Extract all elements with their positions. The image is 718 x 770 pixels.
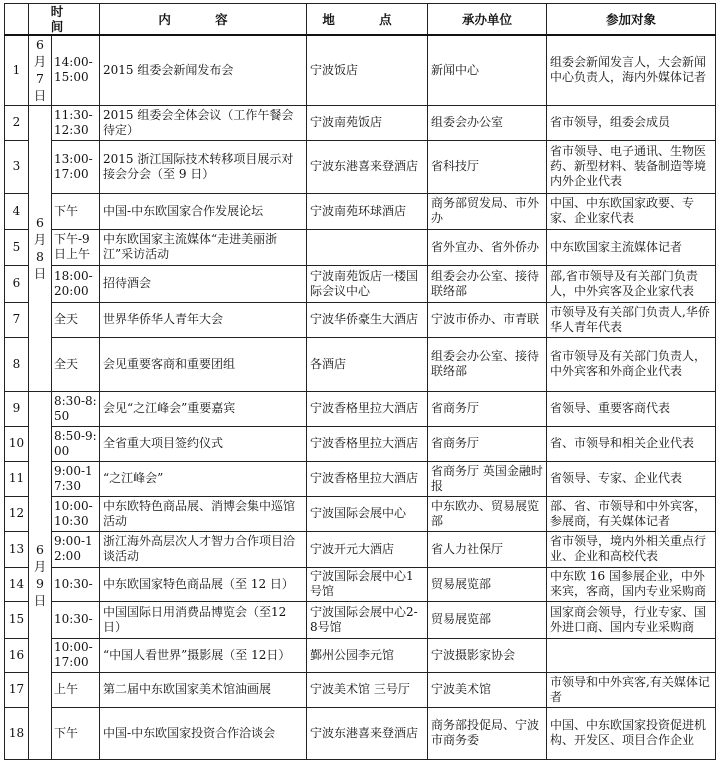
- row-number: 11: [5, 461, 29, 496]
- attendees-cell: 省市领导、电子通讯、生物医药、新型材料、装备制造等境内外企业代表: [547, 140, 716, 193]
- content-cell: 中东欧国家特色商品展（至 12 日）: [100, 567, 307, 601]
- content-cell: 浙江海外高层次人才智力合作项目洽谈活动: [100, 531, 307, 567]
- content-cell: 招待酒会: [100, 265, 307, 302]
- table-row: [5, 426, 716, 461]
- table-row: [5, 531, 716, 567]
- place-cell: 宁波南苑饭店一楼国际会议中心: [307, 265, 428, 302]
- day-group-cell: 6月8日: [29, 105, 52, 391]
- content-cell: 会见重要客商和重要团组: [100, 337, 307, 391]
- attendees-cell: 省、市领导和相关企业代表: [547, 426, 716, 461]
- row-number: 8: [5, 337, 29, 391]
- day-group-cell: 6月7日: [29, 35, 52, 105]
- header-no: [5, 4, 29, 36]
- attendees-cell: 市领导及有关部门负责人,华侨华人青年代表: [547, 302, 716, 337]
- content-cell: 2015 组委会新闻发布会: [100, 35, 307, 105]
- header-content: 内 容: [100, 4, 307, 36]
- organizer-cell: 商务部投促局、宁波市商务委: [428, 707, 547, 759]
- row-number: 18: [5, 707, 29, 759]
- attendees-cell: 省市领导，组委会成员: [547, 105, 716, 140]
- row-number: 13: [5, 531, 29, 567]
- table-row: [5, 105, 716, 140]
- table-row: [5, 35, 716, 105]
- organizer-cell: 宁波市侨办、市青联: [428, 302, 547, 337]
- header-place: 地 点: [307, 4, 428, 36]
- organizer-cell: 省商务厅: [428, 426, 547, 461]
- row-number: 16: [5, 638, 29, 672]
- content-cell: 2015 组委会全体会议（工作午餐会 待定）: [100, 105, 307, 140]
- attendees-cell: 省领导、专家、企业代表: [547, 461, 716, 496]
- attendees-cell: [547, 638, 716, 672]
- table-row: [5, 229, 716, 265]
- content-cell: 第二届中东欧国家美术馆油画展: [100, 672, 307, 707]
- place-cell: 宁波香格里拉大酒店: [307, 426, 428, 461]
- header-organizer: 承办单位: [428, 4, 547, 36]
- row-number: 3: [5, 140, 29, 193]
- schedule-table: [4, 3, 716, 760]
- content-cell: 中国国际日用消费品博览会（至12日）: [100, 601, 307, 638]
- time-cell: 10:00-10:30: [52, 496, 100, 531]
- table-row: [5, 140, 716, 193]
- place-cell: [307, 229, 428, 265]
- time-cell: 14:00-15:00: [52, 35, 100, 105]
- place-cell: 宁波东港喜来登酒店: [307, 140, 428, 193]
- content-cell: 全省重大项目签约仪式: [100, 426, 307, 461]
- header-time: 时 间: [29, 4, 100, 36]
- table-row: [5, 461, 716, 496]
- row-number: 10: [5, 426, 29, 461]
- table-row: [5, 672, 716, 707]
- time-cell: 13:00-17:00: [52, 140, 100, 193]
- row-number: 5: [5, 229, 29, 265]
- row-number: 7: [5, 302, 29, 337]
- place-cell: 宁波华侨豪生大酒店: [307, 302, 428, 337]
- content-cell: “中国人看世界”摄影展（至 12日）: [100, 638, 307, 672]
- attendees-cell: 部、省、市领导和中外宾客，参展商，有关媒体记者: [547, 496, 716, 531]
- organizer-cell: 贸易展览部: [428, 601, 547, 638]
- place-cell: 鄞州公园李元馆: [307, 638, 428, 672]
- attendees-cell: 省市领导，境内外相关重点行业、企业和高校代表: [547, 531, 716, 567]
- header-attendees: 参加对象: [547, 4, 716, 36]
- content-cell: 中国-中东欧国家合作发展论坛: [100, 193, 307, 229]
- time-cell: 9:00-12:00: [52, 531, 100, 567]
- table-row: [5, 193, 716, 229]
- organizer-cell: 省外宣办、省外侨办: [428, 229, 547, 265]
- row-number: 17: [5, 672, 29, 707]
- place-cell: 宁波南苑饭店: [307, 105, 428, 140]
- place-cell: 各酒店: [307, 337, 428, 391]
- place-cell: 宁波饭店: [307, 35, 428, 105]
- organizer-cell: 贸易展览部: [428, 567, 547, 601]
- table-row: [5, 567, 716, 601]
- content-cell: 中东欧国家主流媒体“走进美丽浙江”采访活动: [100, 229, 307, 265]
- time-cell: 10:30-: [52, 601, 100, 638]
- attendees-cell: 中东欧 16 国参展企业，中外来宾，客商，国内专业采购商: [547, 567, 716, 601]
- row-number: 15: [5, 601, 29, 638]
- place-cell: 宁波国际会展中心: [307, 496, 428, 531]
- time-cell: 9:00-17:30: [52, 461, 100, 496]
- table-row: [5, 302, 716, 337]
- time-cell: 8:50-9:00: [52, 426, 100, 461]
- row-number: 14: [5, 567, 29, 601]
- place-cell: 宁波开元大酒店: [307, 531, 428, 567]
- day-group-cell: 6月9日: [29, 391, 52, 759]
- attendees-cell: 中东欧国家主流媒体记者: [547, 229, 716, 265]
- content-cell: 会见“之江峰会”重要嘉宾: [100, 391, 307, 426]
- organizer-cell: 省人力社保厅: [428, 531, 547, 567]
- organizer-cell: 组委会办公室: [428, 105, 547, 140]
- content-cell: “之江峰会”: [100, 461, 307, 496]
- organizer-cell: 省商务厅 英国金融时报: [428, 461, 547, 496]
- organizer-cell: 省商务厅: [428, 391, 547, 426]
- time-cell: 10:00-17:00: [52, 638, 100, 672]
- attendees-cell: 组委会新闻发言人，大会新闻中心负责人，海内外媒体记者: [547, 35, 716, 105]
- time-cell: 10:30-: [52, 567, 100, 601]
- table-row: [5, 265, 716, 302]
- place-cell: 宁波国际会展中心2-8号馆: [307, 601, 428, 638]
- time-cell: 上午: [52, 672, 100, 707]
- time-cell: 下午-9日上午: [52, 229, 100, 265]
- time-cell: 18:00-20:00: [52, 265, 100, 302]
- place-cell: 宁波东港喜来登酒店: [307, 707, 428, 759]
- attendees-cell: 中国、中东欧国家投资促进机构、开发区、项目合作企业: [547, 707, 716, 759]
- table-row: [5, 496, 716, 531]
- attendees-cell: 市领导和中外宾客,有关媒体记者: [547, 672, 716, 707]
- attendees-cell: 部,省市领导及有关部门负责人，中外宾客及企业家代表: [547, 265, 716, 302]
- row-number: 6: [5, 265, 29, 302]
- organizer-cell: 宁波摄影家协会: [428, 638, 547, 672]
- organizer-cell: 商务部贸发局、市外办: [428, 193, 547, 229]
- place-cell: 宁波香格里拉大酒店: [307, 391, 428, 426]
- organizer-cell: 新闻中心: [428, 35, 547, 105]
- row-number: 4: [5, 193, 29, 229]
- table-row: [5, 601, 716, 638]
- place-cell: 宁波香格里拉大酒店: [307, 461, 428, 496]
- place-cell: 宁波国际会展中心1号馆: [307, 567, 428, 601]
- time-cell: 11:30-12:30: [52, 105, 100, 140]
- place-cell: 宁波南苑环球酒店: [307, 193, 428, 229]
- organizer-cell: 省科技厅: [428, 140, 547, 193]
- table-row: [5, 638, 716, 672]
- attendees-cell: 国家商会领导，行业专家、国外进口商、国内专业采购商: [547, 601, 716, 638]
- table-row: [5, 337, 716, 391]
- time-cell: 8:30-8:50: [52, 391, 100, 426]
- attendees-cell: 省领导、重要客商代表: [547, 391, 716, 426]
- time-cell: 全天: [52, 337, 100, 391]
- content-cell: 2015 浙江国际技术转移项目展示对接会分会（至 9 日）: [100, 140, 307, 193]
- content-cell: 世界华侨华人青年大会: [100, 302, 307, 337]
- row-number: 9: [5, 391, 29, 426]
- organizer-cell: 组委会办公室、接待联络部: [428, 337, 547, 391]
- header-row: [5, 4, 716, 36]
- row-number: 12: [5, 496, 29, 531]
- organizer-cell: 中东欧办、贸易展览部: [428, 496, 547, 531]
- organizer-cell: 宁波美术馆: [428, 672, 547, 707]
- time-cell: 下午: [52, 193, 100, 229]
- time-cell: 下午: [52, 707, 100, 759]
- attendees-cell: 省市领导及有关部门负责人，中外宾客和外商企业代表: [547, 337, 716, 391]
- row-number: 2: [5, 105, 29, 140]
- place-cell: 宁波美术馆 三号厅: [307, 672, 428, 707]
- row-number: 1: [5, 35, 29, 105]
- content-cell: 中国-中东欧国家投资合作洽谈会: [100, 707, 307, 759]
- time-cell: 全天: [52, 302, 100, 337]
- attendees-cell: 中国、中东欧国家政要、专家、企业家代表: [547, 193, 716, 229]
- content-cell: 中东欧特色商品展、消博会集中巡馆活动: [100, 496, 307, 531]
- organizer-cell: 组委会办公室、接待联络部: [428, 265, 547, 302]
- table-row: [5, 707, 716, 759]
- table-row: [5, 391, 716, 426]
